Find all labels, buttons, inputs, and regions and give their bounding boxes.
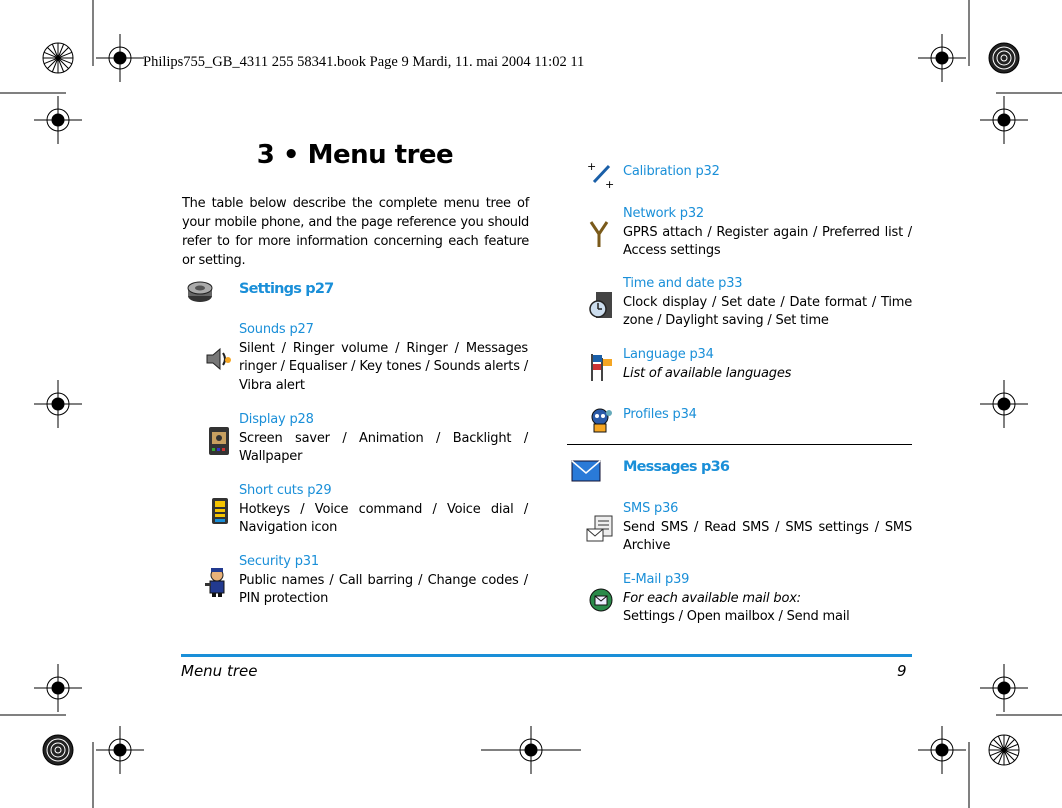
messages-section-title: Messages p36 — [623, 459, 730, 475]
page-number: 9 — [897, 662, 907, 680]
security-icon — [203, 566, 231, 598]
profiles-icon — [588, 406, 616, 434]
menu-item-email — [623, 571, 912, 627]
menu-item-language — [623, 346, 912, 383]
display-icon — [207, 426, 231, 456]
footer-rule — [181, 654, 912, 657]
section-divider — [567, 444, 912, 445]
menu-item-profiles — [623, 406, 912, 425]
settings-icon — [186, 280, 214, 304]
menu-item-sms — [623, 500, 912, 556]
menu-item-time-date — [623, 275, 912, 331]
item-desc: Silent / Ringer volume / Ringer / Messages ringer / Equaliser / Key tones / Sounds alerts / Vibra alert — [239, 340, 528, 393]
sounds-icon — [204, 346, 232, 372]
menu-item-display — [239, 411, 528, 467]
menu-item-network — [623, 205, 912, 261]
item-desc: Clock display / Set date / Date format / Time zone / Daylight saving / Set time — [623, 294, 912, 328]
settings-section-title: Settings p27 — [239, 281, 334, 297]
item-label: Display p28 — [239, 412, 314, 427]
item-desc: Public names / Call barring / Change codes / PIN protection — [239, 572, 528, 606]
sms-icon — [586, 515, 614, 543]
item-label: Calibration p32 — [623, 164, 720, 179]
shortcuts-icon — [209, 497, 231, 525]
item-label: Language p34 — [623, 347, 714, 362]
svg-text:+: + — [587, 160, 597, 173]
messages-icon — [571, 460, 601, 482]
page-title: 3 • Menu tree — [256, 140, 454, 170]
item-label: SMS p36 — [623, 501, 679, 516]
item-desc: Settings / Open mailbox / Send mail — [623, 609, 850, 624]
item-label: E-Mail p39 — [623, 572, 690, 587]
item-desc: Send SMS / Read SMS / SMS settings / SMS Archive — [623, 519, 912, 553]
menu-item-calibration — [623, 163, 912, 182]
item-desc: List of available languages — [623, 365, 792, 381]
item-label: Short cuts p29 — [239, 483, 332, 498]
item-desc: Hotkeys / Voice command / Voice dial / Navigation icon — [239, 501, 528, 535]
print-header: Philips755_GB_4311 255 58341.book Page 9 Mardi, 11. mai 2004 11:02 11 — [143, 54, 585, 70]
item-label: Profiles p34 — [623, 407, 697, 422]
language-icon — [588, 352, 616, 382]
item-label: Sounds p27 — [239, 322, 314, 337]
email-icon — [588, 587, 614, 613]
footer-chapter-title: Menu tree — [181, 662, 258, 680]
item-desc: GPRS attach / Register again / Preferred list / Access settings — [623, 224, 912, 258]
item-label: Security p31 — [239, 554, 319, 569]
clock-icon — [588, 291, 614, 321]
item-label: Network p32 — [623, 206, 705, 221]
calibration-icon — [587, 160, 615, 188]
svg-text:+: + — [605, 178, 615, 188]
intro-paragraph: The table below describe the complete menu tree of your mobile phone, and the page reference you should refer to for more information concerning each feature or setting. — [182, 196, 529, 268]
menu-item-shortcuts — [239, 482, 528, 538]
network-icon — [587, 220, 611, 248]
menu-item-sounds — [239, 321, 528, 395]
item-desc-italic: For each available mail box: — [623, 590, 801, 606]
item-desc: Screen saver / Animation / Backlight / Wallpaper — [239, 430, 528, 464]
menu-item-security — [239, 553, 528, 609]
item-label: Time and date p33 — [623, 276, 743, 291]
